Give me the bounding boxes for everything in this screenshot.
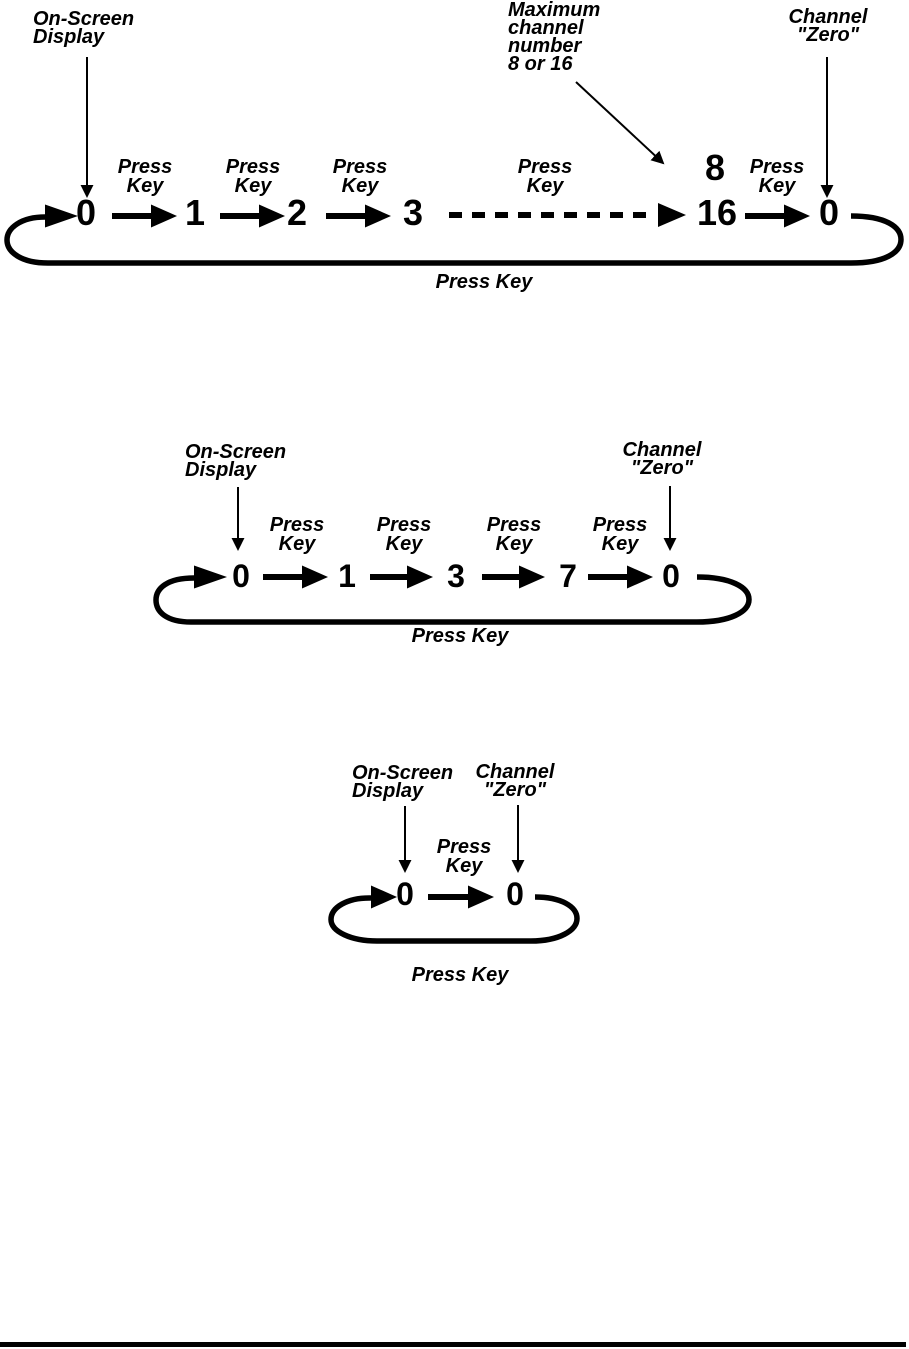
press-key-label: Press Key	[117, 156, 173, 197]
on-screen-display-label: On-Screen Display	[33, 8, 135, 48]
channel-node: 0	[818, 192, 840, 233]
channel-zero-label: Channel "Zero"	[475, 761, 555, 801]
channel-node: 3	[447, 558, 465, 594]
channel-node: 0	[232, 558, 250, 594]
channel-zero-label: Channel "Zero"	[622, 439, 702, 479]
press-key-label: Press Key	[486, 514, 542, 555]
press-key-label: Press Key	[376, 514, 432, 555]
channel-node: 0	[396, 876, 414, 912]
channel-node: 1	[338, 558, 356, 594]
channel-node: 3	[402, 192, 424, 233]
press-key-label: Press Key	[517, 156, 573, 197]
press-key-label: Press Key	[269, 514, 325, 555]
loop-press-key-label: Press Key	[435, 271, 533, 293]
loop-press-key-label: Press Key	[411, 964, 509, 986]
channel-node: 1	[184, 192, 206, 233]
press-key-label: Press Key	[592, 514, 648, 555]
on-screen-display-label: On-Screen Display	[185, 441, 287, 481]
channel-zero-label: Channel "Zero"	[788, 6, 868, 46]
channel-node: 0	[75, 192, 97, 233]
on-screen-display-label: On-Screen Display	[352, 762, 454, 802]
max-channel-label: Maximum channel number 8 or 16	[508, 0, 601, 75]
press-key-label: Press Key	[225, 156, 281, 197]
channel-node-max-alt: 8	[704, 147, 726, 188]
channel-node: 0	[662, 558, 680, 594]
channel-node: 2	[286, 192, 308, 233]
press-key-label: Press Key	[436, 836, 492, 877]
loop-press-key-label: Press Key	[411, 625, 509, 647]
channel-node: 7	[559, 558, 577, 594]
channel-node: 0	[506, 876, 524, 912]
press-key-label: Press Key	[749, 156, 805, 197]
channel-node-max: 16	[696, 192, 738, 233]
press-key-label: Press Key	[332, 156, 388, 197]
